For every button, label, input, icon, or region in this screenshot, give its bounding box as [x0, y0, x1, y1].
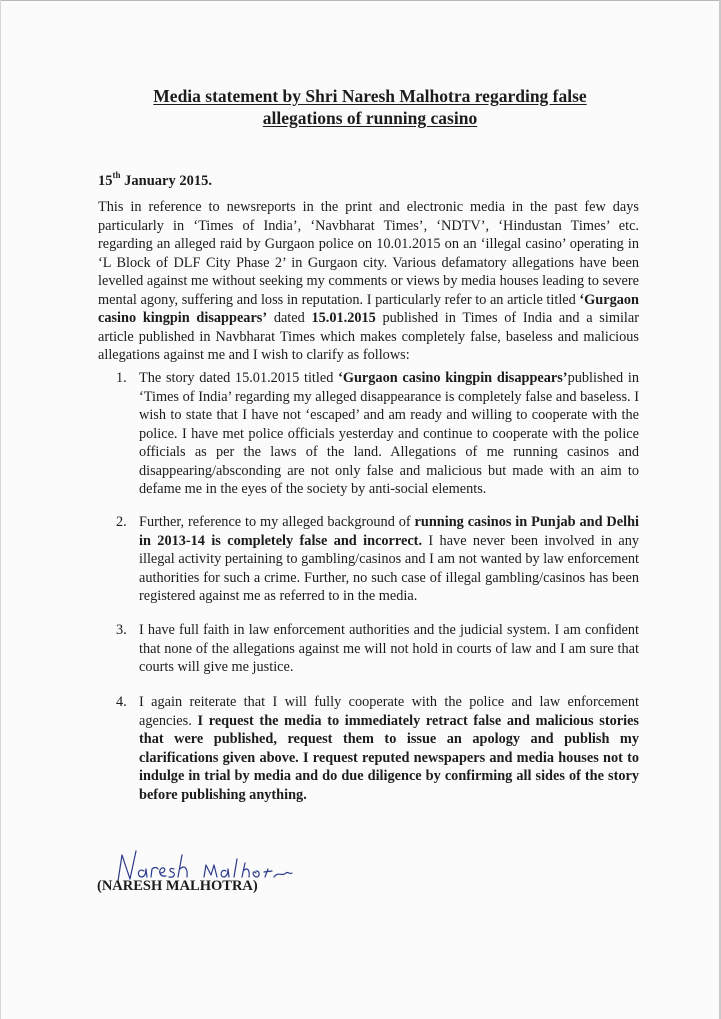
- date-day: 15: [98, 173, 113, 189]
- point-1-text-a: The story dated 15.01.2015 titled: [139, 370, 339, 386]
- document-title: [80, 85, 660, 129]
- list-item: [116, 693, 639, 804]
- intro-text-1: This in reference to newsreports in the print and electronic media in the past few days particularly in ‘Times of India’, ‘Navbharat Times’, ‘NDTV’, ‘Hindustan Times’ etc. regarding an alleged raid by Gurgaon police on 10.01.2015 on an ‘illegal casino’ operating in ‘L Block of DLF City Phase 2’ in Gurgaon city. Various defamatory allegations have been levelled against me without seeking my comments or views by media houses leading to severe mental agony, suffering and loss in reputation. I particularly refer to an article titled: [98, 199, 639, 308]
- intro-text-3: published in Times of India and a similar article published in Navbharat Times which makes completely false, baseless and malicious allegations against me and I wish to clarify as follows:: [98, 310, 640, 363]
- list-item-text: [139, 369, 639, 499]
- list-item-number: 1.: [116, 370, 127, 386]
- statement-date: [98, 170, 212, 190]
- list-item: [116, 513, 639, 606]
- list-item: [116, 369, 639, 499]
- point-4-text-a: I again reiterate that I will fully cooperate with the police and law enforcement agencies.: [139, 694, 639, 729]
- list-item-number: 3.: [116, 622, 127, 638]
- date-rest: January 2015.: [120, 173, 212, 189]
- point-1-text-c: published in ‘Times of India’ regarding my alleged disappearance is completely false and baseless. I wish to state that I have not ‘escaped’ and am ready and willing to cooperate with the police. I have met police officials yesterday and continue to cooperate with the police officials as per the laws of the land. Allegations of me running casinos and disappearing/absconding are not only false and malicious but made with an aim to defame me in the eyes of the society by anti-social elements.: [139, 370, 639, 497]
- signatory-name: (NARESH MALHOTRA): [97, 878, 258, 894]
- list-item-text: [139, 513, 639, 606]
- title-line-1: Media statement by Shri Naresh Malhotra regarding false: [153, 86, 587, 106]
- page-edge-left: [0, 0, 1, 1019]
- intro-bold-date: 15.01.2015: [311, 310, 376, 326]
- list-item-number: 4.: [116, 694, 127, 710]
- page-edge-top: [0, 0, 721, 1]
- intro-paragraph: [98, 198, 639, 365]
- date-suffix: th: [112, 170, 121, 180]
- intro-text-2: dated: [267, 310, 312, 326]
- intro-bold-article-title: ‘Gurgaon casino kingpin disappears’: [98, 291, 639, 326]
- list-item-text: [139, 693, 639, 804]
- title-line-2: allegations of running casino: [262, 108, 478, 128]
- list-item-text: [139, 621, 639, 677]
- point-3-text: I have full faith in law enforcement authorities and the judicial system. I am confident that none of the allegations against me will not hold in courts of law and I am sure that courts will give me justice.: [139, 622, 639, 675]
- point-2-text-c: I have never been involved in any illegal activity pertaining to gambling/casinos and I am not wanted by law enforcement authorities for such a crime. Further, no such case of illegal gambling/casinos has been registered against me as referred to in the media.: [139, 532, 639, 604]
- point-2-bold: running casinos in Punjab and Delhi in 2013-14 is completely false and incorrect.: [139, 514, 639, 549]
- list-item-number: 2.: [116, 514, 127, 530]
- list-item: [116, 621, 639, 677]
- point-1-bold: ‘Gurgaon casino kingpin disappears’: [338, 370, 568, 386]
- point-4-bold: I request the media to immediately retract false and malicious stories that were published, request them to issue an apology and publish my clarifications given above. I request reputed newspapers and media houses not to indulge in trial by media and do due diligence by confirming all sides of the story before publishing anything.: [139, 712, 639, 803]
- point-2-text-a: Further, reference to my alleged background of: [139, 514, 415, 530]
